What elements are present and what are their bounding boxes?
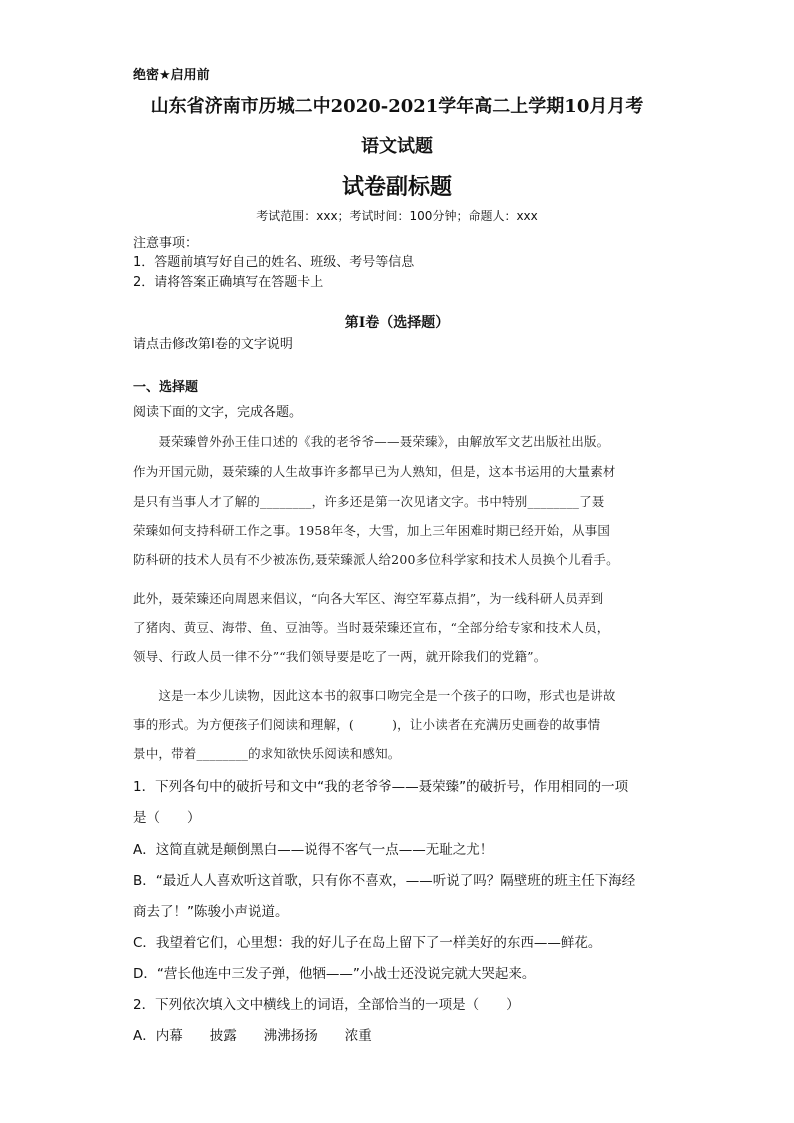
- passage-line: 荣臻如何支持科研工作之事。1958年冬，大雪，加上三年困难时期已经开始，从事国: [133, 523, 611, 538]
- question-1-option-c: C．我望着它们，心里想：我的好儿子在岛上留下了一样美好的东西——鲜花。: [133, 935, 602, 951]
- notice-item: 2．请将答案正确填写在答题卡上: [133, 275, 324, 290]
- passage-line: 是只有当事人才了解的________，许多还是第一次见诸文字。书中特别________了聂: [133, 494, 605, 509]
- confidential-mark: 绝密★启用前: [133, 68, 210, 83]
- exam-title: 山东省济南市历城二中2020-2021学年高二上学期10月月考: [150, 96, 644, 117]
- passage-line: 作为开国元勋，聂荣臻的人生故事许多都早已为人熟知，但是，这本书运用的大量素材: [133, 464, 616, 479]
- passage-line: 此外，聂荣臻还向周恩来倡议，“向各大军区、海空军募点捐”，为一线科研人员弄到: [133, 591, 604, 606]
- question-1-option-d: D．“营长他连中三发子弹，他牺——”小战士还没说完就大哭起来。: [133, 966, 536, 982]
- passage-line: 景中，带着________的求知欲快乐阅读和感知。: [133, 746, 401, 761]
- passage-line: 这是一本少儿读物，因此这本书的叙事口吻完全是一个孩子的口吻，形式也是讲故: [133, 688, 616, 703]
- question-1-option-b: B．“最近人人喜欢听这首歌，只有你不喜欢，——听说了吗？隔壁班的班主任下海经: [133, 873, 636, 889]
- passage-line: 聂荣臻曾外孙王佳口述的《我的老爷爷——聂荣臻》，由解放军文艺出版社出版。: [133, 434, 610, 449]
- section-note: 请点击修改第I卷的文字说明: [133, 337, 293, 352]
- notice-heading: 注意事项：: [133, 236, 199, 251]
- passage-line: 了猪肉、黄豆、海带、鱼、豆油等。当时聂荣臻还宣布，“全部分给专家和技术人员，: [133, 620, 610, 635]
- part-heading: 一、选择题: [133, 380, 199, 395]
- passage-line: 领导、行政人员一律不分”“我们领导要是吃了一两，就开除我们的党籍”。: [133, 649, 547, 664]
- subject-title: 语文试题: [361, 136, 433, 157]
- question-1-option-a: A．这简直就是颠倒黑白——说得不客气一点——无耻之尤！: [133, 842, 494, 858]
- notice-item: 1．答题前填写好自己的姓名、班级、考号等信息: [133, 255, 415, 270]
- reading-instruction: 阅读下面的文字，完成各题。: [133, 405, 303, 420]
- paper-subtitle: 试卷副标题: [341, 174, 452, 200]
- passage-line: 防科研的技术人员有不少被冻伤,聂荣臻派人给200多位科学家和技术人员换个儿看手。: [133, 552, 619, 567]
- exam-info: 考试范围：xxx；考试时间：100分钟；命题人：xxx: [256, 209, 538, 223]
- question-2-stem: 2．下列依次填入文中横线上的词语，全部恰当的一项是（ ）: [133, 997, 520, 1013]
- question-1-stem: 1．下列各句中的破折号和文中“我的老爷爷——聂荣臻”的破折号，作用相同的一项: [133, 779, 629, 795]
- question-1-stem: 是（ ）: [133, 810, 201, 826]
- question-2-option-a: A．内幕 披露 沸沸扬扬 浓重: [133, 1028, 372, 1044]
- passage-line: 事的形式。为方便孩子们阅读和理解，( )，让小读者在充满历史画卷的故事情: [133, 717, 601, 732]
- section-title: 第I卷（选择题）: [344, 315, 450, 331]
- question-1-option-b: 商去了！”陈骏小声说道。: [133, 904, 289, 920]
